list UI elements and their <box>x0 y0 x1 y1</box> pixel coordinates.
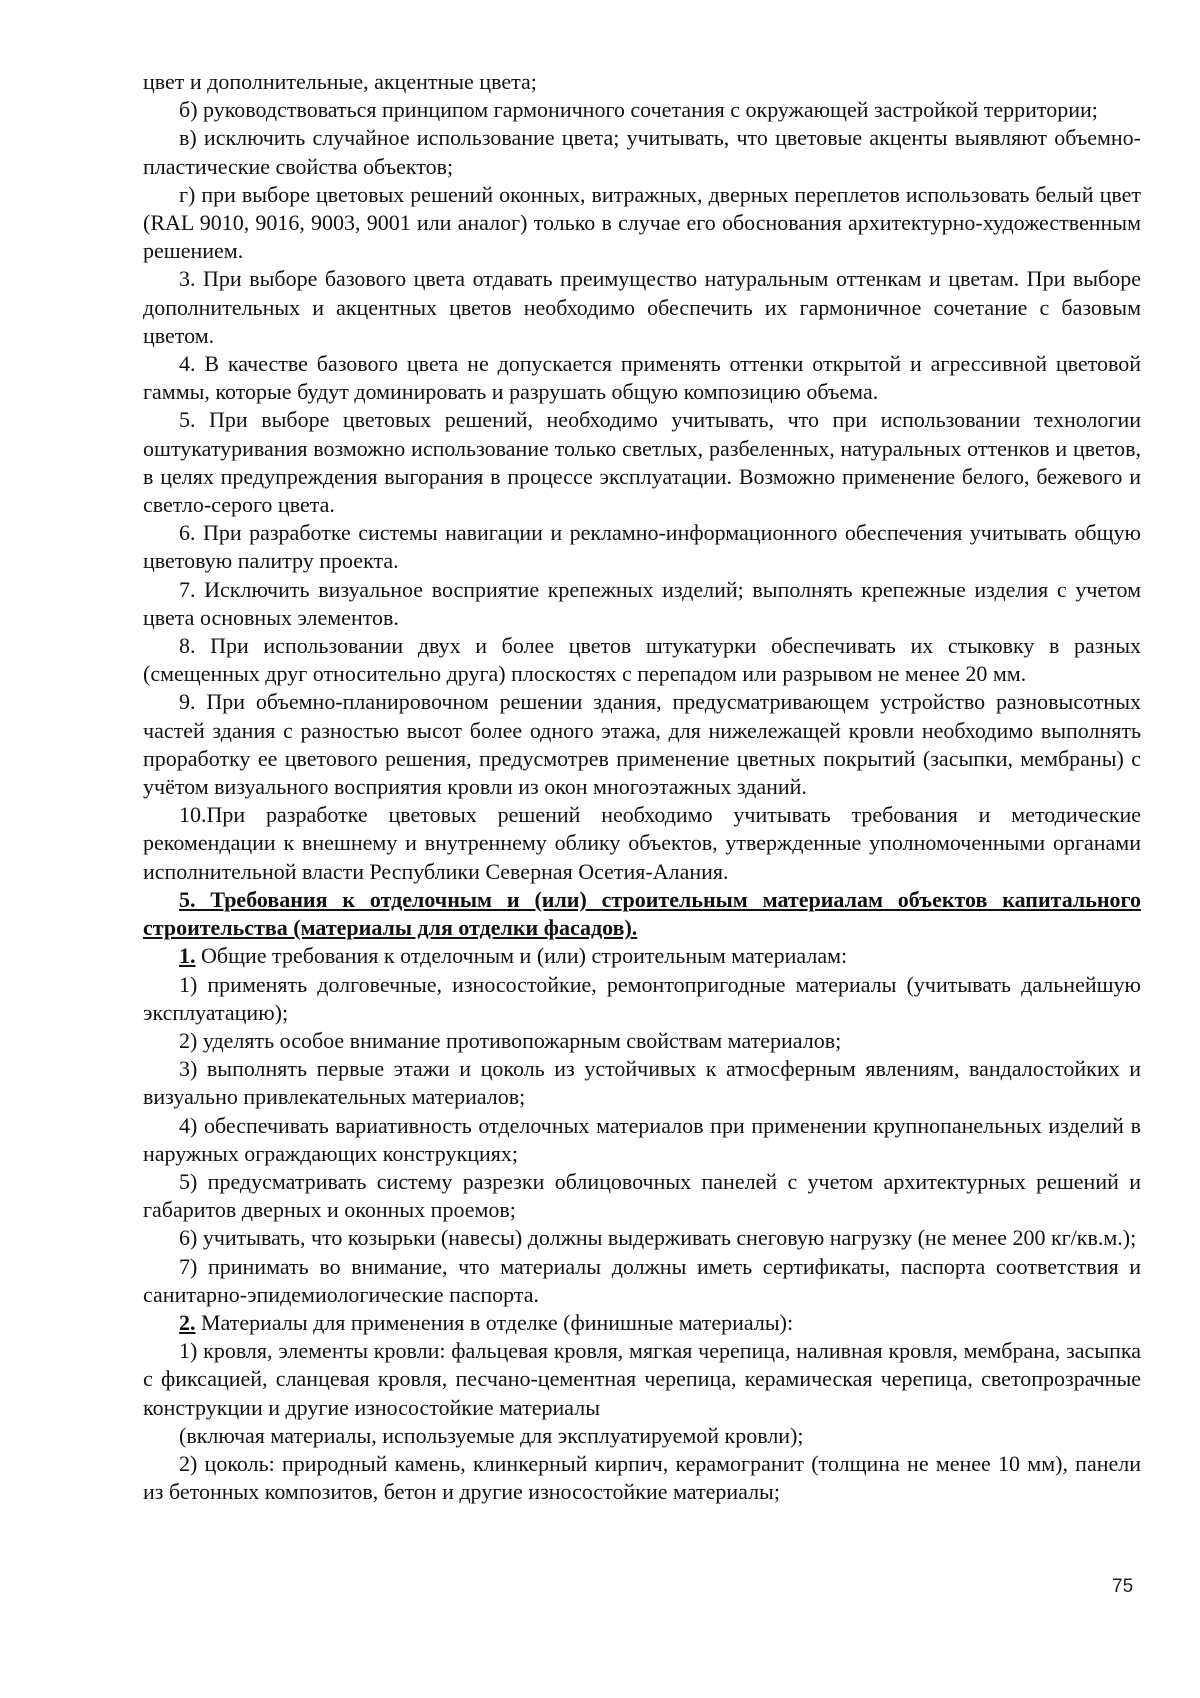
list-item: 1) кровля, элементы кровли: фальцевая кровля, мягкая черепица, наливная кровля, мембрана, засыпка с фиксацией, сланцевая кровля, песчано-цементная черепица, керамическая черепица, светопрозрачные конструкции и другие износостойкие материалы <box>143 1338 1141 1420</box>
subsection-2-number: 2. <box>179 1309 196 1335</box>
subsection-1-number: 1. <box>179 943 196 969</box>
list-item: 4) обеспечивать вариативность отделочных материалов при применении крупнопанельных изделий в наружных ограждающих конструкциях; <box>143 1112 1141 1166</box>
paragraph: 10.При разработке цветовых решений необходимо учитывать требования и методические рекомендации к внешнему и внутреннему облику объектов, утвержденные уполномоченными органами исполнительной власти Республики Северная Осетия-Алания. <box>143 802 1141 884</box>
paragraph: 7. Исключить визуальное восприятие крепежных изделий; выполнять крепежные изделия с учетом цвета основных элементов. <box>143 576 1141 630</box>
paragraph: г) при выборе цветовых решений оконных, витражных, дверных переплетов использовать белый цвет (RAL 9010, 9016, 9003, 9001 или аналог) только в случае его обоснования архитектурно-художественным решением. <box>143 181 1141 264</box>
paragraph: 9. При объемно-планировочном решении здания, предусматривающем устройство разновысотных частей здания с разностью высот более одного этажа, для нижележащей кровли необходимо выполнять проработку ее цветового решения, предусмотрев применение цветных покрытий (засыпки, мембраны) с учётом визуального восприятия кровли из окон многоэтажных зданий. <box>143 689 1141 800</box>
document-page <box>143 68 1141 1506</box>
paragraph: цвет и дополнительные, акцентные цвета; <box>143 69 537 94</box>
paragraph: 5. При выборе цветовых решений, необходимо учитывать, что при использовании технологии оштукатуривания возможно использование только светлых, разбеленных, натуральных оттенков и цветов, в целях предупреждения выгорания в процессе эксплуатации. Возможно применение белого, бежевого и светло-серого цвета. <box>143 407 1141 518</box>
list-item: 2) уделять особое внимание противопожарным свойствам материалов; <box>179 1027 842 1053</box>
list-item: 5) предусматривать систему разрезки облицовочных панелей с учетом архитектурных решений и габаритов дверных и оконных проемов; <box>143 1168 1141 1223</box>
paragraph: в) исключить случайное использование цвета; учитывать, что цветовые акценты выявляют объемно-пластические свойства объектов; <box>143 125 1141 179</box>
list-item: 1) применять долговечные, износостойкие, ремонтопригодные материалы (учитывать дальнейшую эксплуатацию); <box>143 971 1141 1025</box>
section-heading: 5. Требования к отделочным и (или) строительным материалам объектов капитального строительства (материалы для отделки фасадов). <box>143 886 1141 941</box>
subsection-1-title: Общие требования к отделочным и (или) строительным материалам: <box>201 943 848 969</box>
list-item: 2) цоколь: природный камень, клинкерный кирпич, керамогранит (толщина не менее 10 мм), панели из бетонных композитов, бетон и другие износостойкие материалы; <box>143 1450 1141 1505</box>
paragraph: 8. При использовании двух и более цветов штукатурки обеспечивать их стыковку в разных (смещенных друг относительно друга) плоскостях с перепадом или разрывом не менее 20 мм. <box>143 633 1141 687</box>
paragraph: 3. При выборе базового цвета отдавать преимущество натуральным оттенкам и цветам. При выборе дополнительных и акцентных цветов необходимо обеспечить их гармоничное сочетание с базовым цветом. <box>143 266 1141 348</box>
list-item: (включая материалы, используемые для эксплуатируемой кровли); <box>179 1422 804 1448</box>
paragraph: 6. При разработке системы навигации и рекламно-информационного обеспечения учитывать общую цветовую палитру проекта. <box>143 520 1141 574</box>
page-number: 75 <box>1112 1576 1134 1597</box>
subsection-2-heading <box>143 1309 1141 1337</box>
paragraph: 4. В качестве базового цвета не допускается применять оттенки открытой и агрессивной цветовой гаммы, которые будут доминировать и разрушать общую композицию объема. <box>143 351 1141 405</box>
list-item: 3) выполнять первые этажи и цоколь из устойчивых к атмосферным явлениям, вандалостойких и визуально привлекательных материалов; <box>143 1056 1141 1110</box>
subsection-2-title: Материалы для применения в отделке (финишные материалы): <box>201 1309 794 1335</box>
list-item: 6) учитывать, что козырьки (навесы) должны выдерживать снеговую нагрузку (не менее 200 кг/кв.м.); <box>179 1225 1137 1251</box>
paragraph: б) руководствоваться принципом гармоничного сочетания с окружающей застройкой территории; <box>179 97 1098 123</box>
subsection-1-heading <box>143 942 1141 970</box>
list-item: 7) принимать во внимание, что материалы должны иметь сертификаты, паспорта соответствия и санитарно-эпидемиологические паспорта. <box>143 1253 1141 1307</box>
